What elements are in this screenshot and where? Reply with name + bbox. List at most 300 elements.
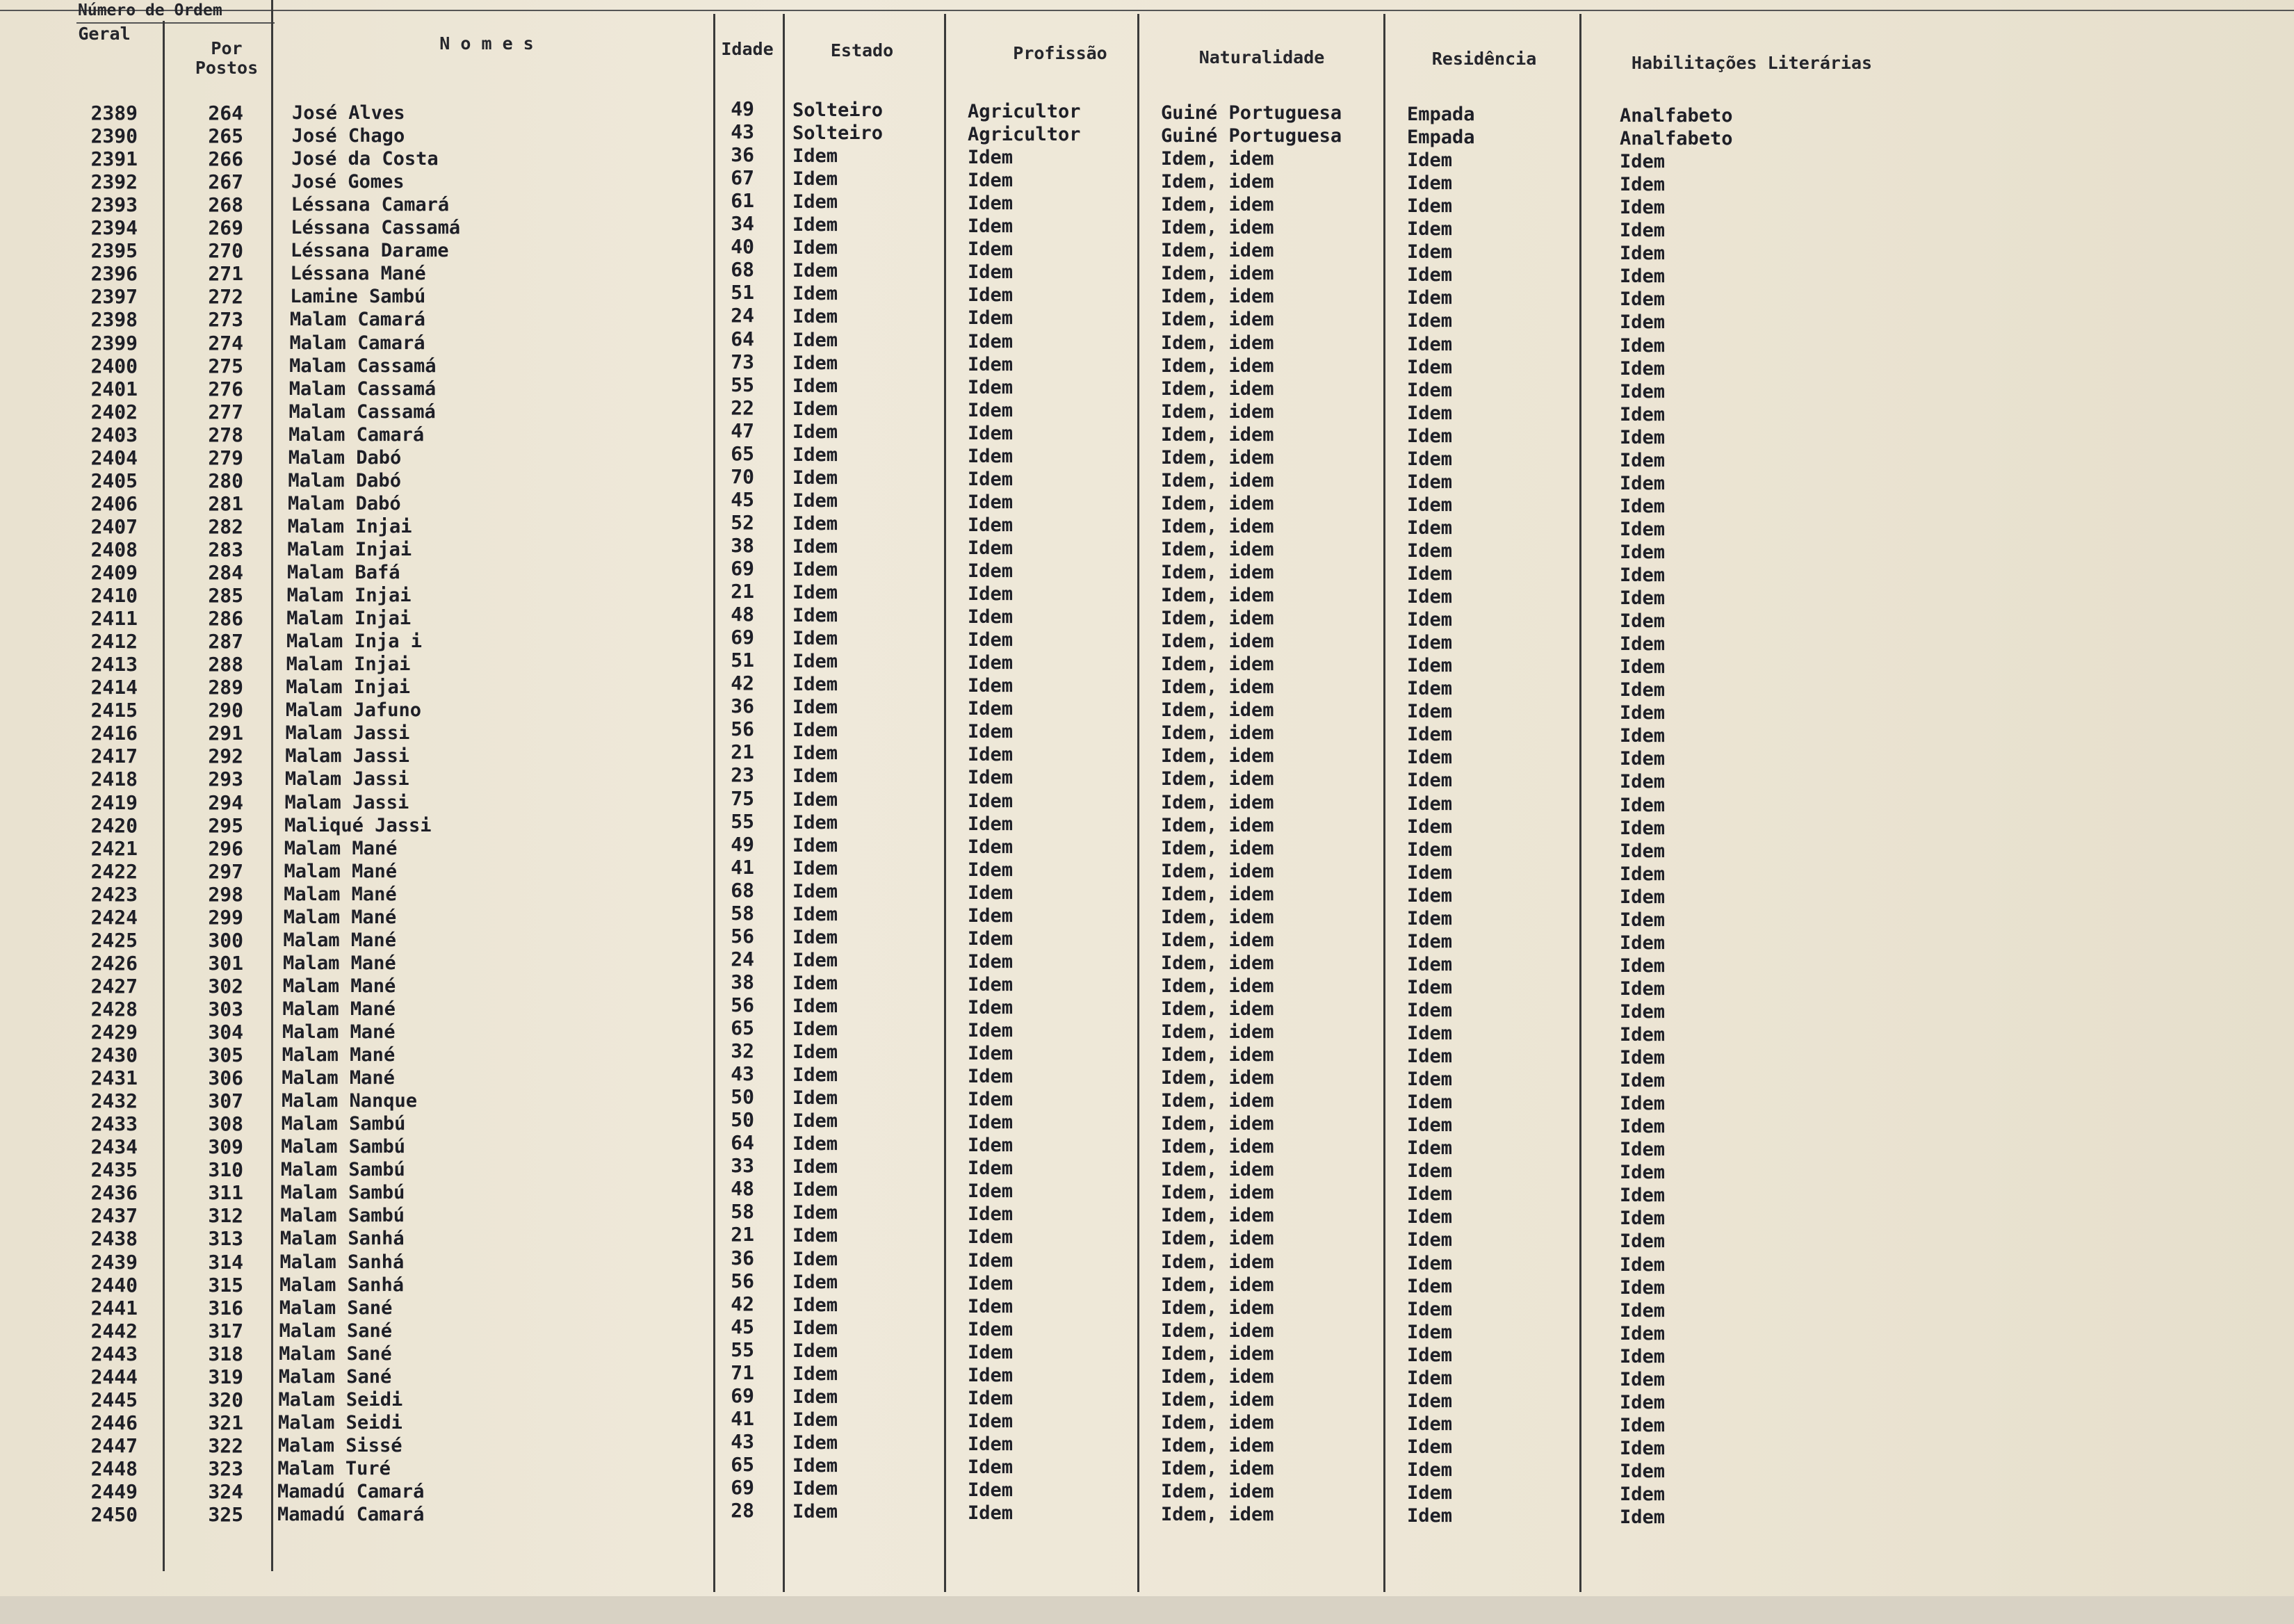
row-idade: 47: [731, 419, 754, 442]
row-habilitacoes: Idem: [1620, 449, 1666, 471]
row-residencia: Idem: [1407, 1459, 1453, 1481]
row-numero-geral: 2448: [90, 1456, 138, 1480]
row-numero-posto: 271: [208, 262, 243, 286]
header-habilitacoes: Habilitações Literárias: [1631, 53, 1873, 73]
row-naturalidade: Idem, idem: [1161, 998, 1274, 1020]
row-naturalidade: Idem, idem: [1161, 1365, 1274, 1388]
row-profissao: Idem: [968, 491, 1014, 513]
row-nome: Malam Jassi: [284, 768, 409, 790]
row-idade: 67: [731, 166, 754, 190]
row-numero-geral: 2390: [90, 124, 138, 148]
row-nome: Malam Jassi: [284, 791, 409, 813]
table-row: [0, 970, 2294, 1000]
table-row: [0, 1062, 2294, 1092]
row-estado: Idem: [792, 1294, 838, 1316]
row-numero-posto: 281: [208, 492, 243, 515]
row-estado: Idem: [792, 1087, 838, 1110]
row-nome: José Chago: [291, 125, 405, 147]
row-profissao: Idem: [968, 1135, 1014, 1157]
row-numero-posto: 290: [208, 699, 243, 722]
row-residencia: Idem: [1407, 1298, 1453, 1320]
row-habilitacoes: Idem: [1620, 357, 1666, 380]
row-profissao: Idem: [968, 560, 1014, 582]
row-numero-geral: 2445: [90, 1388, 138, 1411]
row-habilitacoes: Idem: [1620, 495, 1666, 517]
row-residencia: Idem: [1407, 793, 1453, 815]
row-idade: 71: [731, 1361, 754, 1384]
table-row: [0, 1223, 2294, 1253]
row-idade: 42: [731, 672, 754, 695]
row-numero-geral: 2427: [90, 974, 138, 998]
row-habilitacoes: Idem: [1620, 702, 1666, 724]
row-profissao: Idem: [968, 652, 1014, 674]
table-row: [0, 924, 2294, 954]
table-row: [0, 373, 2294, 403]
row-numero-geral: 2434: [90, 1135, 138, 1159]
header-top-rule: [0, 10, 2294, 11]
row-estado: Idem: [792, 605, 838, 627]
row-nome: Malam Mané: [282, 1021, 396, 1043]
row-profissao: Idem: [968, 950, 1014, 973]
row-numero-geral: 2420: [90, 813, 138, 837]
row-nome: Malam Sanhá: [279, 1251, 405, 1273]
row-naturalidade: Idem, idem: [1161, 423, 1274, 446]
row-idade: 56: [731, 1269, 754, 1292]
table-row: [0, 1452, 2294, 1482]
row-estado: Idem: [792, 1018, 838, 1040]
row-estado: Idem: [792, 168, 838, 190]
row-numero-posto: 302: [208, 974, 243, 998]
row-numero-posto: 320: [208, 1388, 243, 1411]
row-residencia: Idem: [1407, 379, 1453, 401]
row-numero-posto: 296: [208, 836, 243, 860]
header-estado: Estado: [830, 40, 894, 60]
row-profissao: Idem: [968, 514, 1014, 536]
row-naturalidade: Idem, idem: [1161, 1136, 1274, 1158]
row-profissao: Idem: [968, 1341, 1014, 1363]
row-numero-geral: 2415: [90, 699, 138, 722]
table-row: [0, 1177, 2294, 1207]
row-residencia: Idem: [1407, 1023, 1453, 1044]
row-nome: Mamadú Camará: [277, 1504, 425, 1526]
row-habilitacoes: Idem: [1620, 1139, 1666, 1161]
row-residencia: Idem: [1407, 402, 1453, 424]
row-estado: Idem: [792, 1133, 838, 1155]
row-estado: Idem: [792, 145, 838, 168]
row-nome: Malam Sané: [279, 1342, 392, 1365]
row-nome: Léssana Mané: [290, 263, 426, 285]
table-row: [0, 901, 2294, 931]
row-numero-geral: 2416: [90, 722, 138, 745]
row-estado: Idem: [792, 283, 838, 305]
row-nome: Malam Sanhá: [279, 1274, 404, 1296]
row-estado: Idem: [792, 1271, 838, 1293]
row-numero-geral: 2432: [90, 1089, 138, 1113]
row-residencia: Idem: [1407, 1160, 1453, 1183]
row-profissao: Idem: [968, 353, 1014, 375]
row-naturalidade: Idem, idem: [1161, 446, 1274, 469]
row-habilitacoes: Idem: [1620, 311, 1666, 334]
row-numero-geral: 2394: [90, 216, 138, 240]
table-row: [0, 281, 2294, 311]
row-habilitacoes: Idem: [1620, 565, 1666, 586]
row-naturalidade: Idem, idem: [1161, 791, 1274, 813]
row-numero-geral: 2418: [90, 768, 138, 791]
table-row: [0, 419, 2294, 448]
row-idade: 68: [731, 878, 754, 902]
row-numero-posto: 276: [208, 377, 243, 400]
row-habilitacoes: Idem: [1620, 1070, 1666, 1092]
row-numero-geral: 2428: [90, 997, 138, 1021]
row-idade: 61: [731, 189, 754, 213]
row-residencia: Idem: [1407, 1137, 1453, 1160]
row-habilitacoes: Idem: [1620, 1231, 1666, 1253]
row-nome: Malam Injai: [286, 676, 411, 699]
table-row: [0, 1476, 2294, 1505]
row-profissao: Idem: [968, 927, 1014, 950]
row-estado: Idem: [792, 489, 838, 512]
row-idade: 22: [731, 396, 754, 419]
table-row: [0, 649, 2294, 679]
table-row: [0, 1315, 2294, 1345]
row-habilitacoes: Idem: [1620, 840, 1666, 862]
row-numero-posto: 316: [208, 1296, 243, 1320]
row-numero-posto: 309: [208, 1135, 243, 1159]
row-habilitacoes: Idem: [1620, 1322, 1666, 1345]
row-habilitacoes: Idem: [1620, 748, 1666, 770]
row-residencia: Idem: [1407, 1252, 1453, 1274]
row-habilitacoes: Idem: [1620, 1185, 1666, 1207]
row-estado: Idem: [792, 535, 838, 558]
row-residencia: Idem: [1407, 1091, 1453, 1114]
row-nome: Malam Sambú: [281, 1136, 406, 1158]
row-numero-geral: 2403: [90, 423, 138, 446]
table-row: [0, 1269, 2294, 1299]
row-estado: Idem: [792, 903, 838, 925]
row-habilitacoes: Idem: [1620, 174, 1666, 196]
row-residencia: Idem: [1407, 1390, 1453, 1412]
row-profissao: Idem: [968, 790, 1014, 812]
scan-bottom-edge: [0, 1596, 2294, 1624]
row-profissao: Idem: [968, 1249, 1014, 1272]
row-numero-geral: 2431: [90, 1066, 138, 1090]
row-habilitacoes: Idem: [1620, 197, 1666, 219]
row-profissao: Agricultor: [968, 101, 1081, 122]
table-row: [0, 1085, 2294, 1115]
row-numero-geral: 2404: [90, 446, 138, 469]
row-naturalidade: Idem, idem: [1161, 745, 1274, 768]
row-nome: Malam Mané: [282, 1044, 396, 1066]
row-idade: 36: [731, 1246, 754, 1269]
row-estado: Idem: [792, 1340, 838, 1362]
table-row: [0, 1108, 2294, 1138]
row-naturalidade: Idem, idem: [1161, 837, 1274, 859]
row-estado: Idem: [792, 512, 838, 535]
row-residencia: Idem: [1407, 770, 1453, 792]
row-naturalidade: Idem, idem: [1161, 975, 1274, 997]
row-numero-geral: 2437: [90, 1204, 138, 1228]
row-profissao: Idem: [968, 882, 1014, 904]
row-residencia: Idem: [1407, 976, 1453, 998]
row-naturalidade: Idem, idem: [1161, 608, 1274, 630]
row-idade: 32: [731, 1039, 754, 1063]
row-habilitacoes: Idem: [1620, 610, 1666, 633]
row-habilitacoes: Idem: [1620, 1299, 1666, 1322]
row-estado: Idem: [792, 1431, 838, 1454]
table-row: [0, 763, 2294, 793]
row-residencia: Idem: [1407, 747, 1453, 769]
row-numero-posto: 310: [208, 1158, 243, 1182]
row-estado: Idem: [792, 1248, 838, 1270]
row-numero-geral: 2424: [90, 905, 138, 929]
header-por-postos: Por Postos: [195, 38, 259, 78]
row-residencia: Idem: [1407, 655, 1453, 677]
row-nome: Malam Nanque: [281, 1090, 418, 1112]
row-profissao: Idem: [968, 399, 1014, 421]
row-naturalidade: Idem, idem: [1161, 1205, 1274, 1227]
row-habilitacoes: Idem: [1620, 656, 1666, 679]
row-habilitacoes: Idem: [1620, 886, 1666, 908]
row-nome: Malam Sambú: [281, 1113, 406, 1135]
row-numero-posto: 297: [208, 859, 243, 883]
row-idade: 21: [731, 1223, 754, 1247]
row-estado: Idem: [792, 720, 838, 742]
row-naturalidade: Idem, idem: [1161, 929, 1274, 951]
row-idade: 50: [731, 1085, 754, 1109]
row-estado: Idem: [792, 352, 838, 374]
row-profissao: Idem: [968, 675, 1014, 697]
row-profissao: Idem: [968, 767, 1014, 789]
row-estado: Idem: [792, 880, 838, 902]
row-numero-geral: 2435: [90, 1158, 138, 1182]
row-nome: Malam Bafá: [287, 562, 400, 583]
row-residencia: Idem: [1407, 678, 1453, 700]
row-residencia: Idem: [1407, 1413, 1453, 1435]
row-numero-geral: 2433: [90, 1112, 138, 1136]
row-estado: Idem: [792, 1179, 838, 1201]
row-idade: 49: [731, 832, 754, 856]
row-residencia: Idem: [1407, 356, 1453, 378]
row-numero-posto: 285: [208, 584, 243, 608]
table-row: [0, 1383, 2294, 1413]
row-habilitacoes: Idem: [1620, 403, 1666, 425]
row-nome: José da Costa: [291, 148, 439, 170]
row-nome: Malam Mané: [283, 952, 396, 974]
row-estado: Idem: [792, 559, 838, 580]
row-naturalidade: Idem, idem: [1161, 1182, 1274, 1204]
row-numero-posto: 312: [208, 1204, 243, 1228]
row-numero-geral: 2439: [90, 1250, 138, 1274]
row-habilitacoes: Idem: [1620, 266, 1666, 288]
row-residencia: Idem: [1407, 539, 1453, 562]
row-naturalidade: Idem, idem: [1161, 355, 1274, 377]
row-naturalidade: Idem, idem: [1161, 148, 1274, 170]
row-numero-geral: 2406: [90, 492, 138, 515]
table-row: [0, 143, 2294, 173]
row-habilitacoes: Idem: [1620, 794, 1666, 816]
row-residencia: Idem: [1407, 815, 1453, 838]
row-profissao: Idem: [968, 1272, 1014, 1294]
row-idade: 56: [731, 993, 754, 1016]
row-residencia: Idem: [1407, 563, 1453, 585]
header-numero-ordem: Número de Ordem: [78, 1, 222, 19]
row-numero-posto: 294: [208, 790, 243, 814]
row-residencia: Idem: [1407, 1321, 1453, 1343]
row-numero-posto: 324: [208, 1480, 243, 1503]
row-naturalidade: Idem, idem: [1161, 676, 1274, 699]
row-nome: Malam Mané: [284, 837, 398, 859]
row-idade: 58: [731, 901, 754, 925]
row-numero-posto: 298: [208, 882, 243, 906]
row-nome: Malam Camará: [288, 423, 425, 446]
row-habilitacoes: Idem: [1620, 1024, 1666, 1046]
row-numero-geral: 2436: [90, 1181, 138, 1205]
row-estado: Idem: [792, 1156, 838, 1178]
table-row: [0, 350, 2294, 380]
table-row: [0, 695, 2294, 724]
row-residencia: Idem: [1407, 999, 1453, 1021]
row-habilitacoes: Idem: [1620, 817, 1666, 839]
row-residencia: Idem: [1407, 1069, 1453, 1091]
row-numero-posto: 286: [208, 607, 243, 631]
row-numero-posto: 308: [208, 1112, 243, 1136]
row-numero-geral: 2411: [90, 607, 138, 631]
row-estado: Idem: [792, 306, 838, 328]
row-naturalidade: Guiné Portuguesa: [1161, 102, 1342, 124]
row-residencia: Idem: [1407, 1114, 1453, 1137]
row-estado: Solteiro: [792, 122, 884, 145]
row-nome: Malam Seidi: [278, 1388, 403, 1411]
row-estado: Idem: [792, 191, 838, 213]
row-numero-posto: 277: [208, 400, 243, 423]
row-habilitacoes: Idem: [1620, 1276, 1666, 1299]
row-idade: 43: [731, 1429, 754, 1453]
row-habilitacoes: Idem: [1620, 1368, 1666, 1390]
row-estado: Idem: [792, 1317, 838, 1339]
header-profissao: Profissão: [1013, 43, 1107, 63]
row-naturalidade: Idem, idem: [1161, 538, 1274, 560]
row-profissao: Idem: [968, 1387, 1014, 1409]
row-numero-posto: 323: [208, 1456, 243, 1480]
row-profissao: Idem: [968, 698, 1014, 720]
row-numero-posto: 315: [208, 1273, 243, 1297]
row-nome: Malam Seidi: [278, 1411, 402, 1434]
row-nome: José Gomes: [291, 171, 405, 193]
row-residencia: Idem: [1407, 195, 1453, 218]
row-estado: Idem: [792, 1041, 838, 1064]
table-row: [0, 786, 2294, 816]
row-residencia: Idem: [1407, 838, 1453, 861]
row-naturalidade: Idem, idem: [1161, 1251, 1274, 1273]
row-numero-posto: 284: [208, 561, 243, 584]
row-naturalidade: Idem, idem: [1161, 171, 1274, 193]
row-habilitacoes: Idem: [1620, 1460, 1666, 1482]
row-profissao: Idem: [968, 468, 1014, 490]
row-numero-geral: 2422: [90, 859, 138, 883]
row-numero-geral: 2423: [90, 882, 138, 906]
row-estado: Idem: [792, 674, 838, 696]
row-numero-posto: 269: [208, 216, 243, 240]
row-idade: 45: [731, 1315, 754, 1338]
row-naturalidade: Idem, idem: [1161, 309, 1274, 331]
table-row: [0, 1154, 2294, 1184]
row-numero-posto: 314: [208, 1250, 243, 1274]
row-idade: 41: [731, 855, 754, 879]
row-habilitacoes: Idem: [1620, 955, 1666, 977]
table-row: [0, 464, 2294, 494]
row-naturalidade: Idem, idem: [1161, 699, 1274, 722]
row-profissao: Idem: [968, 1226, 1014, 1249]
row-profissao: Idem: [968, 1203, 1014, 1226]
row-habilitacoes: Idem: [1620, 426, 1666, 448]
row-profissao: Idem: [968, 376, 1014, 398]
row-numero-posto: 318: [208, 1342, 243, 1365]
row-nome: Malam Camará: [289, 309, 425, 331]
row-numero-geral: 2405: [90, 469, 138, 492]
row-numero-geral: 2408: [90, 537, 138, 561]
row-numero-geral: 2409: [90, 561, 138, 584]
row-profissao: Idem: [968, 284, 1014, 307]
row-habilitacoes: Idem: [1620, 1000, 1666, 1023]
row-residencia: Idem: [1407, 930, 1453, 952]
row-profissao: Idem: [968, 1502, 1014, 1525]
row-naturalidade: Idem, idem: [1161, 1090, 1274, 1112]
row-numero-geral: 2443: [90, 1342, 138, 1365]
table-row: [0, 304, 2294, 334]
row-naturalidade: Idem, idem: [1161, 332, 1274, 354]
row-habilitacoes: Idem: [1620, 932, 1666, 954]
row-habilitacoes: Idem: [1620, 587, 1666, 610]
header-naturalidade: Naturalidade: [1198, 47, 1325, 67]
row-profissao: Idem: [968, 193, 1014, 215]
row-numero-posto: 280: [208, 469, 243, 492]
row-numero-geral: 2393: [90, 193, 138, 217]
row-habilitacoes: Idem: [1620, 679, 1666, 701]
row-idade: 65: [731, 1016, 754, 1039]
row-idade: 41: [731, 1406, 754, 1430]
row-estado: Idem: [792, 398, 838, 420]
table-row: [0, 1200, 2294, 1230]
row-residencia: Idem: [1407, 172, 1453, 195]
row-profissao: Idem: [968, 1112, 1014, 1134]
row-residencia: Idem: [1407, 609, 1453, 631]
row-habilitacoes: Idem: [1620, 151, 1666, 173]
row-naturalidade: Idem, idem: [1161, 1067, 1274, 1089]
row-estado: Idem: [792, 765, 838, 788]
table-row: [0, 993, 2294, 1023]
row-estado: Idem: [792, 1408, 838, 1431]
table-row: [0, 557, 2294, 586]
row-nome: Léssana Darame: [290, 240, 449, 262]
row-numero-posto: 322: [208, 1434, 243, 1457]
row-profissao: Idem: [968, 1020, 1014, 1041]
row-nome: Mamadú Camará: [277, 1481, 425, 1502]
row-idade: 23: [731, 763, 754, 787]
row-naturalidade: Idem, idem: [1161, 1044, 1274, 1066]
row-nome: Malam Cassamá: [288, 400, 436, 423]
row-estado: Idem: [792, 811, 838, 834]
row-nome: Malam Jassi: [285, 745, 409, 768]
row-estado: Idem: [792, 1386, 838, 1408]
row-profissao: Idem: [968, 445, 1014, 467]
row-numero-posto: 283: [208, 537, 243, 561]
row-residencia: Idem: [1407, 953, 1453, 975]
row-profissao: Idem: [968, 813, 1014, 835]
row-profissao: Idem: [968, 330, 1014, 352]
row-numero-geral: 2389: [90, 102, 138, 124]
row-naturalidade: Idem, idem: [1161, 377, 1274, 400]
row-idade: 38: [731, 970, 754, 993]
